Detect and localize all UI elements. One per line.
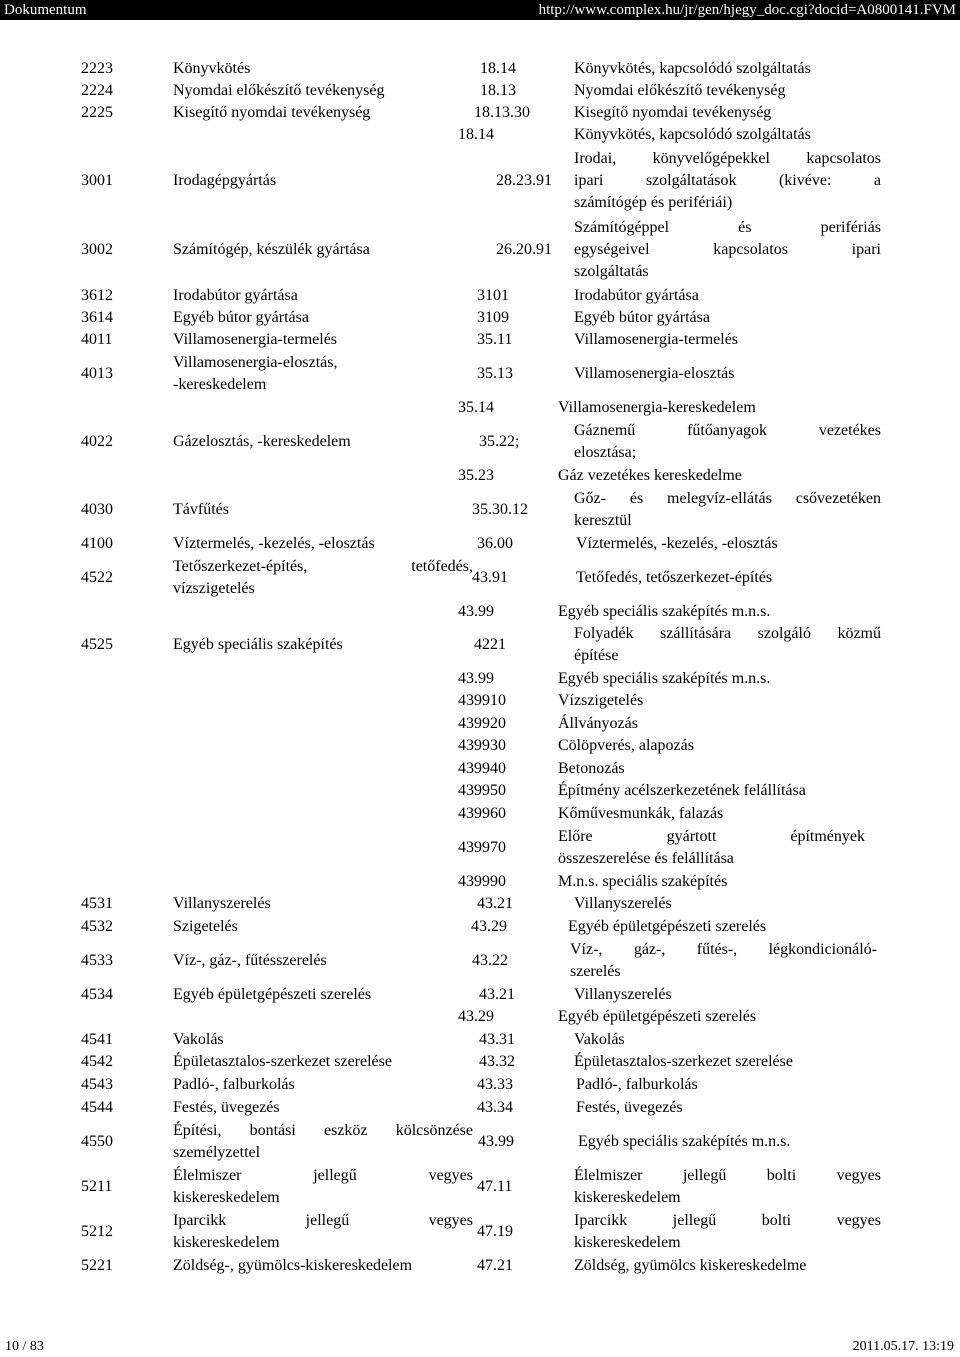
row-desc-cell: Tetőfedés, tetőszerkezet-építés [576, 569, 773, 586]
row-teaor-cell: 18.13 [480, 82, 516, 99]
row-desc-cell: Vízszigetelés [558, 692, 644, 709]
row-desc-cell: szolgáltatás [574, 263, 649, 280]
row-desc-cell: Padló-, falburkolás [576, 1076, 698, 1093]
row-teaor-cell: 3101 [477, 287, 509, 304]
row-desc-cell: Nyomdai előkészítő tevékenység [574, 82, 786, 99]
row-name-cell: Kisegítő nyomdai tevékenység [173, 104, 371, 121]
row-teaor-cell: 43.29 [471, 918, 507, 935]
header-url: http://www.complex.hu/jr/gen/hjegy_doc.cgi?docid=A0800141.FVM [538, 2, 956, 18]
row-teaor-cell: 439930 [458, 737, 506, 754]
row-code-cell: 4532 [81, 918, 113, 935]
row-name-cell: Padló-, falburkolás [173, 1076, 295, 1093]
row-desc-cell: Gőz- és melegvíz-ellátás csővezetéken [574, 490, 881, 507]
row-teaor-cell: 35.30.12 [472, 501, 528, 518]
row-teaor-cell: 43.99 [478, 1133, 514, 1150]
row-teaor-cell: 43.29 [458, 1008, 494, 1025]
row-code-cell: 3002 [81, 241, 113, 258]
row-desc-cell: Kőművesmunkák, falazás [558, 805, 724, 822]
row-teaor-cell: 43.99 [458, 603, 494, 620]
row-teaor-cell: 4221 [474, 636, 506, 653]
row-desc-cell: összeszerelése és felállítása [558, 850, 734, 867]
row-desc-cell: Villamosenergia-elosztás [574, 365, 735, 382]
row-code-cell: 4541 [81, 1031, 113, 1048]
row-teaor-cell: 43.99 [458, 670, 494, 687]
row-name-cell: Gázelosztás, -kereskedelem [173, 433, 351, 450]
row-desc-cell: Zöldség, gyümölcs kiskereskedelme [574, 1257, 807, 1274]
row-desc-cell: Előre gyártott építmények [558, 828, 865, 845]
row-teaor-cell: 18.13.30 [474, 104, 530, 121]
row-name-cell: Tetőszerkezet-építés, tetőfedés, [173, 558, 473, 575]
row-teaor-cell: 47.19 [477, 1223, 513, 1240]
row-desc-cell: Egyéb épületgépészeti szerelés [568, 918, 767, 935]
row-teaor-cell: 43.22 [472, 952, 508, 969]
row-desc-cell: építése [574, 647, 619, 664]
row-teaor-cell: 43.91 [472, 569, 508, 586]
row-name-cell: Vakolás [173, 1031, 224, 1048]
row-desc-cell: Irodabútor gyártása [574, 287, 699, 304]
row-teaor-cell: 43.33 [477, 1076, 513, 1093]
row-teaor-cell: 439910 [458, 692, 506, 709]
row-code-cell: 4533 [81, 952, 113, 969]
row-code-cell: 4525 [81, 636, 113, 653]
row-teaor-cell: 35.14 [458, 399, 494, 416]
document-footer [0, 1337, 960, 1357]
row-teaor-cell: 43.32 [479, 1053, 515, 1070]
row-teaor-cell: 26.20.91 [496, 241, 552, 258]
row-desc-cell: Építmény acélszerkezetének felállítása [558, 782, 806, 799]
row-desc-cell: Betonozás [558, 760, 625, 777]
row-teaor-cell: 43.34 [477, 1099, 513, 1116]
row-teaor-cell: 439970 [458, 839, 506, 856]
row-code-cell: 5212 [81, 1223, 113, 1240]
row-name-cell: Festés, üvegezés [173, 1099, 280, 1116]
row-desc-cell: Könyvkötés, kapcsolódó szolgáltatás [574, 126, 811, 143]
row-teaor-cell: 43.21 [477, 895, 513, 912]
row-teaor-cell: 47.21 [477, 1257, 513, 1274]
row-desc-cell: Vakolás [574, 1031, 625, 1048]
row-code-cell: 4542 [81, 1053, 113, 1070]
row-desc-cell: Egyéb speciális szaképítés m.n.s. [558, 670, 771, 687]
row-code-cell: 4544 [81, 1099, 113, 1116]
row-desc-cell: Cölöpverés, alapozás [558, 737, 694, 754]
page-number: 10 / 83 [5, 1339, 44, 1354]
row-name-cell: Épületasztalos-szerkezet szerelése [173, 1053, 392, 1070]
row-desc-cell: Villanyszerelés [574, 986, 672, 1003]
row-teaor-cell: 35.13 [477, 365, 513, 382]
row-name-cell: Villanyszerelés [173, 895, 271, 912]
row-desc-cell: Villamosenergia-termelés [574, 331, 739, 348]
row-desc-cell: Irodai, könyvelőgépekkel kapcsolatos [574, 150, 881, 167]
row-teaor-cell: 28.23.91 [496, 172, 552, 189]
row-name-cell: kiskereskedelem [173, 1189, 280, 1206]
row-code-cell: 4100 [81, 535, 113, 552]
row-name-cell: Élelmiszer jellegű vegyes [173, 1167, 473, 1184]
row-name-cell: Egyéb speciális szaképítés [173, 636, 343, 653]
row-desc-cell: Élelmiszer jellegű bolti vegyes [574, 1167, 881, 1184]
row-desc-cell: Gáznemű fűtőanyagok vezetékes [574, 422, 881, 439]
row-code-cell: 5221 [81, 1257, 113, 1274]
row-desc-cell: kiskereskedelem [574, 1189, 681, 1206]
row-name-cell: kiskereskedelem [173, 1234, 280, 1251]
row-name-cell: Távfűtés [173, 501, 229, 518]
row-code-cell: 3614 [81, 309, 113, 326]
row-desc-cell: elosztása; [574, 444, 637, 461]
row-name-cell: Könyvkötés [173, 60, 251, 77]
row-desc-cell: Víz-, gáz-, fűtés-, légkondicionáló- [570, 941, 877, 958]
row-desc-cell: keresztül [574, 512, 632, 529]
row-desc-cell: kiskereskedelem [574, 1234, 681, 1251]
row-name-cell: Víz-, gáz-, fűtésszerelés [173, 952, 327, 969]
row-desc-cell: Folyadék szállítására szolgáló közmű [574, 625, 881, 642]
row-name-cell: Víztermelés, -kezelés, -elosztás [173, 535, 375, 552]
row-name-cell: Zöldség-, gyümölcs-kiskereskedelem [173, 1257, 413, 1274]
row-desc-cell: Villanyszerelés [574, 895, 672, 912]
row-teaor-cell: 36.00 [477, 535, 513, 552]
row-name-cell: Irodabútor gyártása [173, 287, 298, 304]
row-desc-cell: számítógép és perifériái) [574, 194, 733, 211]
row-teaor-cell: 439950 [458, 782, 506, 799]
row-desc-cell: Kisegítő nyomdai tevékenység [574, 104, 772, 121]
row-desc-cell: Egyéb speciális szaképítés m.n.s. [558, 603, 771, 620]
row-desc-cell: M.n.s. speciális szaképítés [558, 873, 728, 890]
row-teaor-cell: 35.22; [479, 433, 520, 450]
row-name-cell: Irodagépgyártás [173, 172, 277, 189]
row-code-cell: 4531 [81, 895, 113, 912]
row-teaor-cell: 439960 [458, 805, 506, 822]
row-desc-cell: Gáz vezetékes kereskedelme [558, 467, 742, 484]
row-name-cell: Nyomdai előkészítő tevékenység [173, 82, 385, 99]
row-name-cell: -kereskedelem [173, 376, 267, 393]
row-name-cell: személyzettel [173, 1144, 261, 1161]
row-teaor-cell: 35.23 [458, 467, 494, 484]
row-code-cell: 3001 [81, 172, 113, 189]
print-timestamp: 2011.05.17. 13:19 [852, 1339, 954, 1354]
row-code-cell: 5211 [81, 1178, 113, 1195]
row-code-cell: 4013 [81, 365, 113, 382]
row-name-cell: Iparcikk jellegű vegyes [173, 1212, 473, 1229]
row-desc-cell: egységeivel kapcsolatos ipari [574, 241, 881, 258]
row-name-cell: Egyéb bútor gyártása [173, 309, 309, 326]
row-teaor-cell: 43.31 [479, 1031, 515, 1048]
header-title: Dokumentum [4, 2, 87, 18]
row-code-cell: 4011 [81, 331, 113, 348]
row-code-cell: 2223 [81, 60, 113, 77]
row-code-cell: 4522 [81, 569, 113, 586]
row-teaor-cell: 18.14 [480, 60, 516, 77]
row-code-cell: 4030 [81, 501, 113, 518]
row-teaor-cell: 43.21 [479, 986, 515, 1003]
row-teaor-cell: 3109 [477, 309, 509, 326]
row-teaor-cell: 18.14 [458, 126, 494, 143]
row-name-cell: Egyéb épületgépészeti szerelés [173, 986, 372, 1003]
row-desc-cell: szerelés [570, 963, 621, 980]
row-name-cell: Villamosenergia-elosztás, [173, 354, 338, 371]
row-desc-cell: Könyvkötés, kapcsolódó szolgáltatás [574, 60, 811, 77]
row-desc-cell: Számítógéppel és perifériás [574, 219, 881, 236]
row-name-cell: Számítógép, készülék gyártása [173, 241, 370, 258]
row-desc-cell: Egyéb speciális szaképítés m.n.s. [578, 1133, 791, 1150]
row-code-cell: 4550 [81, 1133, 113, 1150]
document-header-bar [0, 0, 960, 20]
row-desc-cell: Festés, üvegezés [576, 1099, 683, 1116]
row-code-cell: 4543 [81, 1076, 113, 1093]
row-desc-cell: Víztermelés, -kezelés, -elosztás [576, 535, 778, 552]
row-teaor-cell: 47.11 [477, 1178, 513, 1195]
row-code-cell: 4534 [81, 986, 113, 1003]
row-code-cell: 4022 [81, 433, 113, 450]
row-code-cell: 3612 [81, 287, 113, 304]
row-desc-cell: Egyéb bútor gyártása [574, 309, 710, 326]
row-teaor-cell: 439920 [458, 715, 506, 732]
row-name-cell: Szigetelés [173, 918, 238, 935]
row-desc-cell: Egyéb épületgépészeti szerelés [558, 1008, 757, 1025]
row-desc-cell: Villamosenergia-kereskedelem [558, 399, 756, 416]
row-name-cell: Villamosenergia-termelés [173, 331, 338, 348]
row-teaor-cell: 439990 [458, 873, 506, 890]
row-teaor-cell: 35.11 [477, 331, 513, 348]
row-desc-cell: Állványozás [558, 715, 638, 732]
row-name-cell: vízszigetelés [173, 580, 255, 597]
row-code-cell: 2224 [81, 82, 113, 99]
row-teaor-cell: 439940 [458, 760, 506, 777]
row-desc-cell: Iparcikk jellegű bolti vegyes [574, 1212, 881, 1229]
row-name-cell: Építési, bontási eszköz kölcsönzése [173, 1122, 473, 1139]
row-code-cell: 2225 [81, 104, 113, 121]
row-desc-cell: Épületasztalos-szerkezet szerelése [574, 1053, 793, 1070]
row-desc-cell: ipari szolgáltatások (kivéve: a [574, 172, 881, 189]
